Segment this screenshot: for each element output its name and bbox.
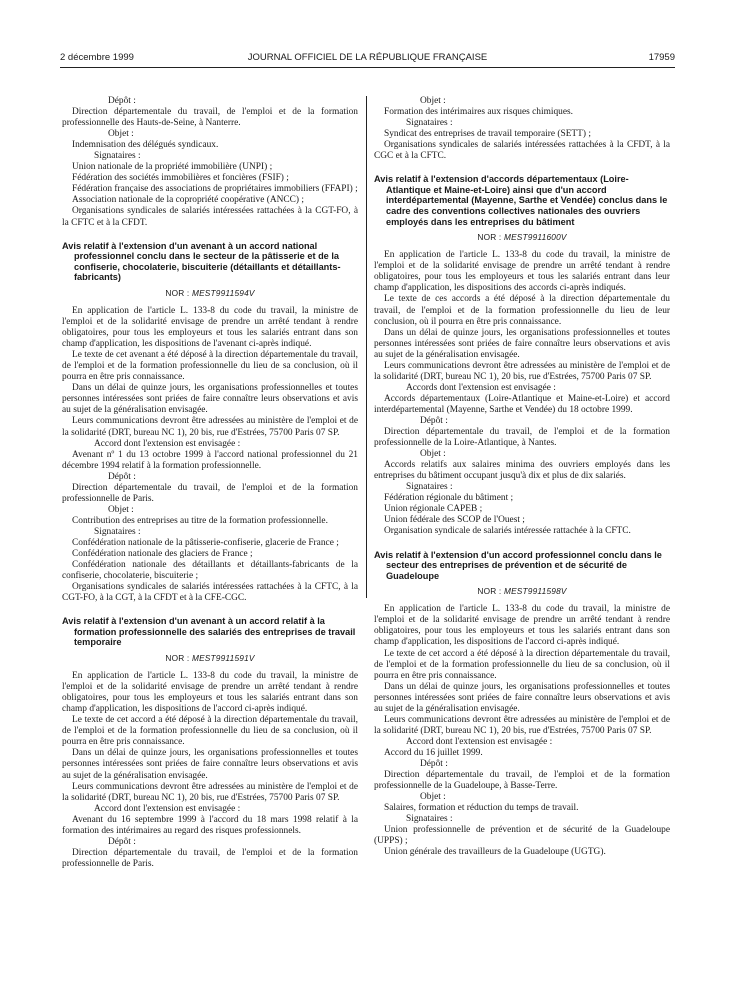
objet-text: Accords relatifs aux salaires minima des ouvriers employés dans les entreprises du bâtiment occupant jusqu'à dix et plus de dix salariés. <box>374 460 670 482</box>
depot-text: Direction départementale du travail, de l'emploi et de la formation professionnelle de Paris. <box>62 847 358 869</box>
paragraph: En application de l'article L. 133-8 du code du travail, la ministre de l'emploi et de la solidarité envisage de prendre un arrêté tendant à rendre obligatoires, pour tous les employeurs et tous les salariés entrant dans leur champ d'application, les dispositions des accords ci-après indiqués. <box>374 250 670 294</box>
objet-label: Objet : <box>420 449 446 460</box>
signataires-label: Signataires : <box>94 526 141 537</box>
objet-text: Salaires, formation et réduction du temps de travail. <box>384 803 579 814</box>
accord-label: Accords dont l'extension est envisagée : <box>406 382 556 393</box>
paragraph: Dans un délai de quinze jours, les organisations professionnelles et toutes personnes intéressées sont priées de faire connaître leurs observations et avis au sujet de la généralisation envisagée. <box>62 748 358 781</box>
signataire: Syndicat des entreprises de travail temporaire (SETT) ; <box>384 129 591 140</box>
signataire: Organisation syndicale de salariés intéressée rattachée à la CFTC. <box>384 526 631 537</box>
issue-date: 2 décembre 1999 <box>60 52 134 63</box>
signataire: Fédération française des associations de propriétaires immobiliers (FFAPI) ; <box>72 184 358 195</box>
paragraph: Le texte de cet avenant a été déposé à la direction départementale du travail, de l'emploi et de la formation professionnelle du lieu de sa conclusion, où il pourra en être pris connaissance. <box>62 350 358 383</box>
nor-reference: NOR : MEST9911594V <box>165 287 255 298</box>
paragraph: En application de l'article L. 133-8 du code du travail, la ministre de l'emploi et de la solidarité envisage de prendre un arrêté tendant à rendre obligatoires, pour tous les employeurs et tous les salariés entrant dans son champ d'application, les dispositions de l'accord ci-après indiqué. <box>374 604 670 648</box>
depot-label: Dépôt : <box>420 416 448 426</box>
signataires-label: Signataires : <box>406 118 453 129</box>
signataire: Organisations syndicales de salariés intéressées rattachées à la CGT-FO, à la CFTC et à la CFDT. <box>62 206 358 228</box>
signataire: Union régionale CAPEB ; <box>384 504 483 515</box>
paragraph: Le texte de ces accords a été déposé à la direction départementale du travail, de l'emploi et de la formation professionnelle du lieu de leur conclusion, où il pourra en être pris connaissance. <box>374 294 670 327</box>
objet-text: Contribution des entreprises au titre de la formation professionnelle. <box>72 515 328 526</box>
signataire: Union générale des travailleurs de la Guadeloupe (UGTG). <box>384 847 606 858</box>
signataire: Union fédérale des SCOP de l'Ouest ; <box>384 515 525 526</box>
notice-title: Avis relatif à l'extension d'un accord professionnel conclu dans le secteur des entreprises de prévention et de sécurité de Guadeloupe <box>374 549 662 581</box>
accord-label: Accord dont l'extension est envisagée : <box>406 736 553 747</box>
paragraph: Leurs communications devront être adressées au ministère de l'emploi et de la solidarité (DRT, bureau NC 1), 20 bis, rue d'Estrées, 75700 Paris 07 SP. <box>374 714 670 736</box>
paragraph: Le texte de cet accord a été déposé à la direction départementale du travail, de l'emploi et de la formation professionnelle du lieu de sa conclusion, où il pourra en être pris connaissance. <box>62 715 358 748</box>
signataire: Fédération régionale du bâtiment ; <box>384 493 514 504</box>
right-column <box>374 96 670 858</box>
signataire: Union professionnelle de prévention et de sécurité de la Guadeloupe (UPPS) ; <box>374 825 670 847</box>
depot-text: Direction départementale du travail, de l'emploi et de la formation professionnelle des Hauts-de-Seine, à Nanterre. <box>62 107 358 129</box>
notice-title: Avis relatif à l'extension d'accords départementaux (Loire-Atlantique et Maine-et-Loire) ainsi que d'un accord interdépartemental (Mayenne, Sarthe et Vendée) conclus dans le cadre des conventions collectives nationales des ouvriers employés dans les entreprises du bâtiment <box>374 174 668 227</box>
signataire: Association nationale de la copropriété coopérative (ANCC) ; <box>72 195 304 206</box>
journal-name: JOURNAL OFFICIEL DE LA RÉPUBLIQUE FRANÇAISE <box>247 52 488 63</box>
signataire: Confédération nationale des glaciers de France ; <box>72 549 253 560</box>
signataire: Union nationale de la propriété immobilière (UNPI) ; <box>72 162 273 173</box>
signataires-label: Signataires : <box>406 814 453 825</box>
accord-text: Avenant du 16 septembre 1999 à l'accord du 18 mars 1998 relatif à la formation des intérimaires au regard des risques professionnels. <box>62 814 358 836</box>
nor-reference: NOR : MEST9911591V <box>165 653 255 664</box>
paragraph: Dans un délai de quinze jours, les organisations professionnelles et toutes personnes intéressées sont priées de faire connaître leurs observations et avis au sujet de la généralisation envisagée. <box>62 383 358 416</box>
objet-label: Objet : <box>108 504 134 515</box>
accord-label: Accord dont l'extension est envisagée : <box>94 803 241 814</box>
accord-text: Avenant nº 1 du 13 octobre 1999 à l'accord national professionnel du 21 décembre 1994 relatif à la formation professionnelle. <box>62 449 358 471</box>
accord-text: Accords départementaux (Loire-Atlantique et Maine-et-Loire) et accord interdépartemental (Mayenne, Sarthe et Vendée) du 18 octobre 1999. <box>374 393 670 415</box>
signataire: Confédération nationale de la pâtisserie-confiserie, glacerie de France ; <box>72 537 339 548</box>
paragraph: Leurs communications devront être adressées au ministère de l'emploi et de la solidarité (DRT, bureau NC 1), 20 bis, rue d'Estrées, 75700 Paris 07 SP. <box>62 416 358 438</box>
nor-reference: NOR : MEST9911600V <box>477 232 567 243</box>
depot-text: Direction départementale du travail, de l'emploi et de la formation professionnelle de Paris. <box>62 482 358 504</box>
objet-label: Objet : <box>420 792 446 803</box>
depot-label: Dépôt : <box>420 759 448 769</box>
objet-label: Objet : <box>108 129 134 140</box>
notice-title: Avis relatif à l'extension d'un avenant à un accord relatif à la formation professionnelle des salariés des entreprises de travail temporaire <box>62 616 356 648</box>
paragraph: En application de l'article L. 133-8 du code du travail, la ministre de l'emploi et de la solidarité envisage de prendre un arrêté tendant à rendre obligatoires, pour tous les employeurs et tous les salariés entrant dans son champ d'application, les dispositions de l'avenant ci-après indiqué. <box>62 305 358 350</box>
paragraph: Le texte de cet accord a été déposé à la direction départementale du travail, de l'emploi et de la formation professionnelle du lieu de sa conclusion, où il pourra en être pris connaissance. <box>374 648 670 681</box>
left-column <box>62 96 358 870</box>
depot-text: Direction départementale du travail, de l'emploi et de la formation professionnelle de la Guadeloupe, à Basse-Terre. <box>374 770 670 792</box>
objet-label: Objet : <box>420 96 446 106</box>
depot-label: Dépôt : <box>108 471 136 482</box>
depot-label: Dépôt : <box>108 96 136 106</box>
paragraph: Dans un délai de quinze jours, les organisations professionnelles et toutes personnes intéressées sont priées de faire connaître leurs observations et avis au sujet de la généralisation envisagée. <box>374 327 670 360</box>
accord-label: Accord dont l'extension est envisagée : <box>94 438 241 449</box>
signataire: Confédération nationale des détaillants et détaillants-fabricants de la confiserie, chocolaterie, biscuiterie ; <box>62 560 358 582</box>
objet-text: Formation des intérimaires aux risques chimiques. <box>384 107 574 118</box>
notice-title: Avis relatif à l'extension d'un avenant à un accord national professionnel conclu dans le secteur de la pâtisserie et de la confiserie, chocolaterie, biscuiterie (détaillants et détaillants-fabricants) <box>62 240 341 283</box>
column-divider <box>366 96 367 598</box>
signataire: Organisations syndicales de salariés intéressées rattachées à la CFTC, à la CGT-FO, à la CGT, à la CFDT et à la CFE-CGC. <box>62 582 358 604</box>
depot-text: Direction départementale du travail, de l'emploi et de la formation professionnelle de la Loire-Atlantique, à Nantes. <box>374 427 670 449</box>
signataires-label: Signataires : <box>94 151 141 162</box>
accord-text: Accord du 16 juillet 1999. <box>384 747 483 758</box>
signataires-label: Signataires : <box>406 482 453 493</box>
paragraph: En application de l'article L. 133-8 du code du travail, la ministre de l'emploi et de la solidarité envisage de prendre un arrêté tendant à rendre obligatoires, pour tous les employeurs et tous les salariés entrant dans son champ d'application, les dispositions de l'accord ci-après indiqué. <box>62 671 358 715</box>
paragraph: Dans un délai de quinze jours, les organisations professionnelles et toutes personnes intéressées sont priées de faire connaître leurs observations et avis au sujet de la généralisation envisagée. <box>374 681 670 714</box>
depot-label: Dépôt : <box>108 836 136 847</box>
nor-reference: NOR : MEST9911598V <box>477 586 567 597</box>
page-number: 17959 <box>648 52 675 63</box>
objet-text: Indemnisation des délégués syndicaux. <box>72 140 219 151</box>
paragraph: Leurs communications devront être adressées au ministère de l'emploi et de la solidarité (DRT, bureau NC 1), 20 bis, rue d'Estrées, 75700 Paris 07 SP. <box>374 360 670 382</box>
header-rule <box>60 67 675 68</box>
page-header <box>60 52 675 66</box>
signataire: Organisations syndicales de salariés intéressées rattachées à la CFDT, à la CGC et à la CFTC. <box>374 140 670 162</box>
signataire: Fédération des sociétés immobilières et foncières (FSIF) ; <box>72 173 289 184</box>
paragraph: Leurs communications devront être adressées au ministère de l'emploi et de la solidarité (DRT, bureau NC 1), 20 bis, rue d'Estrées, 75700 Paris 07 SP. <box>62 781 358 803</box>
